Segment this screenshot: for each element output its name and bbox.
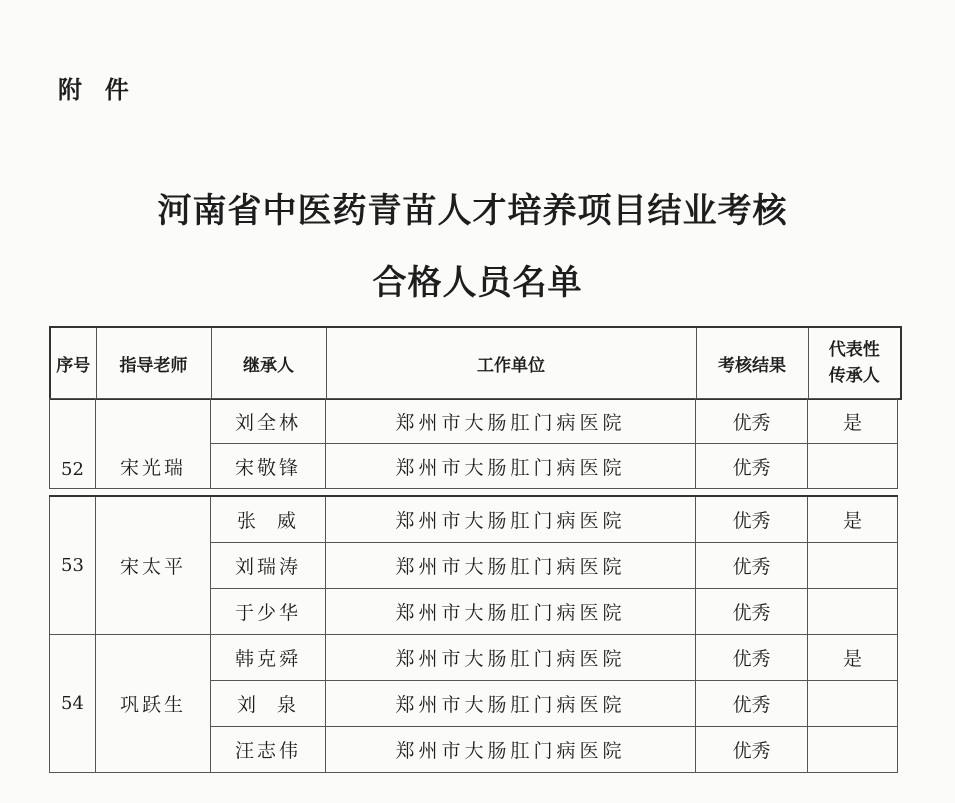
unit-cell: 郑州市大肠肛门病医院 [326, 543, 696, 589]
result-cell: 优秀 [696, 589, 808, 635]
header-successor: 继承人 [211, 327, 326, 399]
header-unit: 工作单位 [326, 327, 696, 399]
unit-cell: 郑州市大肠肛门病医院 [326, 496, 696, 543]
table-header [49, 326, 902, 400]
successor-cell: 张 威 [211, 496, 326, 543]
header-representative [808, 327, 901, 399]
header-rep-line2: 传承人 [828, 366, 880, 386]
mentor-cell: 宋太平 [96, 496, 211, 635]
header-seq: 序号 [50, 327, 96, 399]
table-row [50, 635, 898, 681]
header-result: 考核结果 [696, 327, 808, 399]
mentor-cell: 巩跃生 [96, 635, 211, 773]
table-segment-53-54 [49, 495, 898, 773]
unit-cell: 郑州市大肠肛门病医院 [326, 635, 696, 681]
successor-cell: 刘瑞涛 [211, 543, 326, 589]
result-cell: 优秀 [696, 399, 808, 444]
successor-cell: 宋敬锋 [211, 444, 326, 489]
successor-cell: 刘 泉 [211, 681, 326, 727]
table-segment-52 [49, 398, 898, 489]
representative-cell: 是 [808, 496, 898, 543]
header-mentor: 指导老师 [96, 327, 211, 399]
table-row [50, 496, 898, 543]
successor-cell: 于少华 [211, 589, 326, 635]
result-cell: 优秀 [696, 444, 808, 489]
seq-cell: 52 [50, 399, 96, 489]
unit-cell: 郑州市大肠肛门病医院 [326, 681, 696, 727]
seq-cell: 54 [50, 635, 96, 773]
representative-cell [808, 727, 898, 773]
representative-cell: 是 [808, 635, 898, 681]
unit-cell: 郑州市大肠肛门病医院 [326, 589, 696, 635]
table-row [50, 399, 898, 444]
seq-cell: 53 [50, 496, 96, 635]
successor-cell: 韩克舜 [211, 635, 326, 681]
document-title: 河南省中医药青苗人才培养项目结业考核 [157, 191, 788, 231]
representative-cell: 是 [808, 399, 898, 444]
representative-cell [808, 681, 898, 727]
result-cell: 优秀 [696, 681, 808, 727]
unit-cell: 郑州市大肠肛门病医院 [326, 444, 696, 489]
header-rep-line1: 代表性 [828, 340, 880, 360]
result-cell: 优秀 [696, 635, 808, 681]
attachment-label: 附 件 [58, 76, 131, 104]
successor-cell: 刘全林 [211, 399, 326, 444]
unit-cell: 郑州市大肠肛门病医院 [326, 399, 696, 444]
representative-cell [808, 444, 898, 489]
result-cell: 优秀 [696, 543, 808, 589]
successor-cell: 汪志伟 [211, 727, 326, 773]
representative-cell [808, 589, 898, 635]
mentor-cell: 宋光瑞 [96, 399, 211, 489]
unit-cell: 郑州市大肠肛门病医院 [326, 727, 696, 773]
result-cell: 优秀 [696, 727, 808, 773]
result-cell: 优秀 [696, 496, 808, 543]
document-subtitle: 合格人员名单 [372, 263, 583, 303]
representative-cell [808, 543, 898, 589]
